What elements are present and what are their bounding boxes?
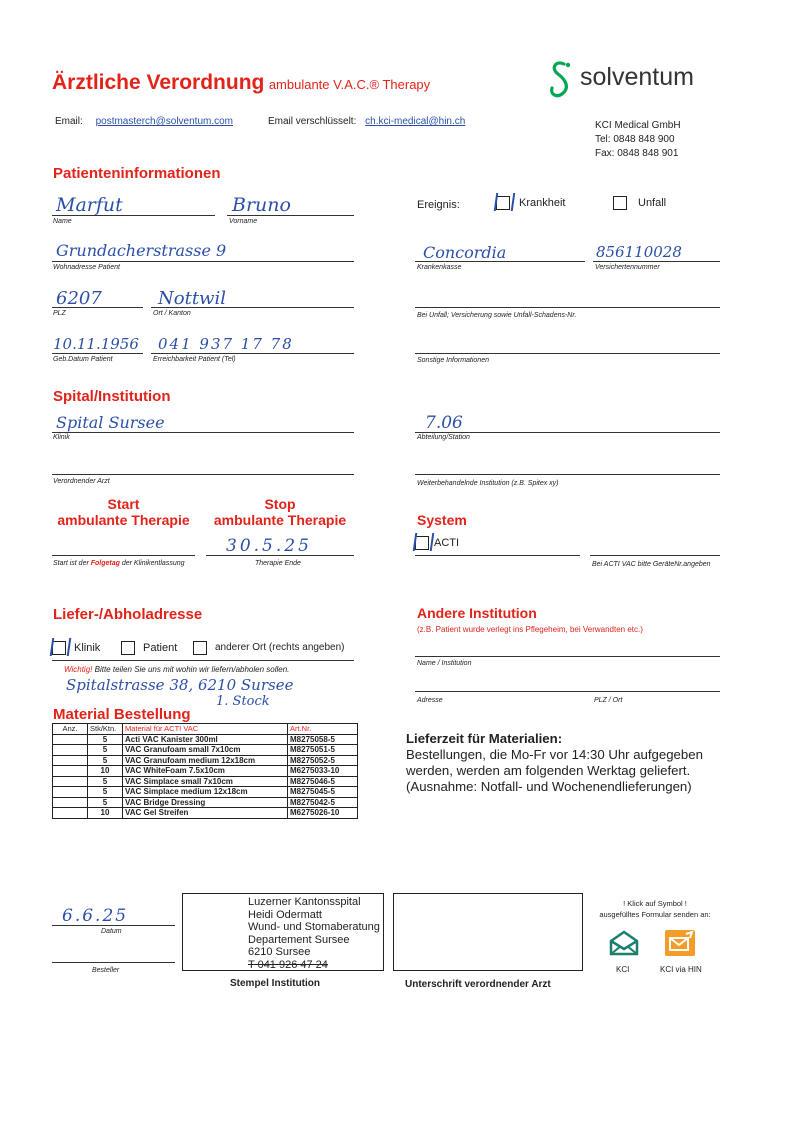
row-desc: VAC Granufoam small 7x10cm	[123, 745, 288, 756]
stamp-line4: Departement Sursee	[248, 933, 350, 946]
patient-plz-value[interactable]: 6207	[56, 288, 102, 309]
stempel-label: Stempel Institution	[230, 978, 320, 989]
lieferung-patient-label: Patient	[143, 642, 178, 654]
email-enc-label: Email verschlüsselt:	[268, 116, 357, 127]
weiter-label: Weiterbehandelnde Institution (z.B. Spitex xy)	[417, 480, 559, 487]
row-desc: VAC Simplace small 7x10cm	[123, 776, 288, 787]
klinik-label: Klinik	[53, 434, 70, 441]
row-anz[interactable]	[53, 766, 88, 777]
kci-label: KCI	[616, 965, 630, 974]
kasse-label: Krankenkasse	[417, 264, 462, 271]
company-tel: Tel: 0848 848 900	[595, 134, 675, 145]
patient-tel-label: Erreichbarkeit Patient (Tel)	[153, 356, 236, 363]
stop-heading	[206, 496, 354, 528]
row-stk: 10	[88, 766, 123, 777]
lieferung-anderer-checkbox[interactable]	[193, 641, 207, 655]
lieferzeit-line3: (Ausnahme: Notfall- und Wochenendlieferungen)	[406, 779, 692, 794]
material-row	[53, 734, 358, 745]
stamp-text	[248, 896, 380, 971]
col-anz: Anz.	[53, 724, 88, 735]
row-desc: VAC Gel Streifen	[123, 808, 288, 819]
delivery-address-line1[interactable]: Spitalstrasse 38, 6210 Sursee	[66, 676, 294, 694]
material-row	[53, 745, 358, 756]
col-stk: Stk/Ktn.	[88, 724, 123, 735]
lieferzeit-line1: Bestellungen, die Mo-Fr vor 14:30 Uhr aufgegeben	[406, 747, 703, 762]
row-desc: VAC Simplace medium 12x18cm	[123, 787, 288, 798]
stamp-line2: Heidi Odermatt	[248, 908, 322, 921]
row-desc: VAC Granufoam medium 12x18cm	[123, 755, 288, 766]
lieferzeit-block	[406, 731, 703, 795]
row-art: M8275051-5	[288, 745, 358, 756]
patient-vorname-value[interactable]: Bruno	[232, 194, 291, 216]
lieferung-patient-checkbox[interactable]	[121, 641, 135, 655]
stamp-line6: T 041 926 47 24	[248, 958, 328, 971]
patient-name-value[interactable]: Marfut	[56, 194, 123, 216]
sonstige-label: Sonstige Informationen	[417, 357, 489, 364]
kasse-value[interactable]: Concordia	[423, 243, 507, 262]
row-anz[interactable]	[53, 755, 88, 766]
row-art: M8275042-5	[288, 797, 358, 808]
geraet-label: Bei ACTI VAC bitte GeräteNr.angeben	[592, 561, 711, 568]
row-art: M8275046-5	[288, 776, 358, 787]
klinik-value[interactable]: Spital Sursee	[56, 413, 165, 432]
company-info	[595, 119, 681, 161]
mail-icon	[609, 930, 639, 956]
arzt-label: Verordnender Arzt	[53, 478, 110, 485]
stamp-line5: 6210 Sursee	[248, 946, 311, 958]
wichtig-note: Wichtig! Bitte teilen Sie uns mit wohin wir liefern/abholen sollen.	[64, 665, 290, 674]
row-art: M8275045-5	[288, 787, 358, 798]
form-title	[52, 71, 430, 95]
patient-heading: Patienteninformationen	[53, 165, 221, 182]
datum-label: Datum	[101, 928, 122, 935]
event-label: Ereignis:	[417, 199, 460, 211]
material-row	[53, 766, 358, 777]
patient-address-label: Wohnadresse Patient	[53, 264, 120, 271]
patient-vorname-label: Vorname	[229, 218, 258, 225]
row-anz[interactable]	[53, 808, 88, 819]
row-desc: VAC WhiteFoam 7.5x10cm	[123, 766, 288, 777]
row-stk: 5	[88, 787, 123, 798]
patient-dob-value[interactable]: 10.11.1956	[53, 335, 139, 353]
krankheit-checkbox[interactable]	[496, 196, 510, 210]
end-date-label: Therapie Ende	[255, 560, 301, 567]
row-art: M6275033-10	[288, 766, 358, 777]
material-row	[53, 797, 358, 808]
company-fax: Fax: 0848 848 901	[595, 148, 679, 159]
material-table	[52, 723, 358, 819]
solventum-logo-icon	[546, 58, 576, 102]
patient-dob-label: Geb.Datum Patient	[53, 356, 113, 363]
lieferzeit-line2: werden, werden am folgenden Werktag geliefert.	[406, 763, 691, 778]
row-anz[interactable]	[53, 745, 88, 756]
abteilung-value[interactable]: 7.06	[425, 413, 463, 433]
andere-note: (z.B. Patient wurde verlegt ins Pflegeheim, bei Verwandten etc.)	[417, 625, 643, 634]
row-desc: Acti VAC Kanister 300ml	[123, 734, 288, 745]
andere-name-label: Name / Institution	[417, 660, 472, 667]
patient-tel-value[interactable]: 041 937 17 78	[158, 335, 294, 353]
start-heading-line1: Start	[107, 496, 140, 512]
send-instructions	[585, 898, 725, 920]
patient-plz-label: PLZ	[53, 310, 66, 317]
start-heading-line2: ambulante Therapie	[57, 512, 190, 528]
lieferung-klinik-checkbox[interactable]	[52, 641, 66, 655]
row-anz[interactable]	[53, 734, 88, 745]
andere-plz-label: PLZ / Ort	[594, 697, 623, 704]
row-stk: 5	[88, 797, 123, 808]
col-material: Material für ACTI VAC	[123, 724, 288, 735]
datum-value[interactable]: 6.6.25	[62, 906, 129, 926]
hin-mail-icon	[665, 930, 695, 956]
col-artnr: Art.Nr.	[288, 724, 358, 735]
material-heading: Material Bestellung	[53, 706, 191, 723]
lieferung-klinik-label: Klinik	[74, 642, 101, 654]
andere-heading: Andere Institution	[417, 605, 537, 621]
klick-line2: ausgefülltes Formular senden an:	[599, 910, 711, 919]
row-anz[interactable]	[53, 797, 88, 808]
row-stk: 5	[88, 776, 123, 787]
email-enc-row	[268, 116, 465, 127]
patient-ort-label: Ort / Kanton	[153, 310, 191, 317]
email-link[interactable]: postmasterch@solventum.com	[95, 116, 233, 127]
row-anz[interactable]	[53, 776, 88, 787]
versnr-value[interactable]: 856110028	[596, 243, 682, 261]
company-name: KCI Medical GmbH	[595, 120, 681, 131]
andere-adresse-label: Adresse	[417, 697, 443, 704]
row-anz[interactable]	[53, 787, 88, 798]
email-enc-link[interactable]: ch.kci-medical@hin.ch	[365, 116, 466, 127]
stamp-line1: Luzerner Kantonsspital	[248, 896, 361, 908]
spital-heading: Spital/Institution	[53, 388, 171, 405]
send-hin-button[interactable]	[665, 930, 695, 956]
delivery-heading: Liefer-/Abholadresse	[53, 606, 203, 623]
hin-label: KCI via HIN	[660, 965, 702, 974]
title-sub: ambulante V.A.C.® Therapy	[268, 77, 431, 92]
start-heading	[52, 496, 195, 528]
system-heading: System	[417, 512, 467, 528]
row-stk: 10	[88, 808, 123, 819]
row-art: M8275058-5	[288, 734, 358, 745]
material-table-header	[53, 724, 358, 735]
email-label: Email:	[55, 116, 83, 127]
end-date-value[interactable]: 30.5.25	[226, 536, 312, 556]
delivery-address-line2[interactable]: 1. Stock	[216, 694, 270, 709]
acti-checkbox[interactable]	[415, 536, 429, 550]
unfall-info-label: Bei Unfall; Versicherung sowie Unfall-Schadens-Nr.	[417, 312, 577, 319]
row-art: M6275026-10	[288, 808, 358, 819]
patient-name-label: Name	[53, 218, 72, 225]
email-row	[55, 116, 233, 127]
row-stk: 5	[88, 734, 123, 745]
material-row	[53, 776, 358, 787]
versnr-label: Versichertennummer	[595, 264, 660, 271]
acti-label: ACTI	[434, 537, 460, 549]
row-art: M8275052-5	[288, 755, 358, 766]
row-stk: 5	[88, 745, 123, 756]
abteilung-label: Abteilung/Station	[417, 434, 470, 441]
stop-heading-line2: ambulante Therapie	[213, 512, 347, 528]
unterschrift-label: Unterschrift verordnender Arzt	[405, 979, 551, 990]
unfall-checkbox[interactable]	[613, 196, 627, 210]
besteller-label: Besteller	[92, 967, 120, 974]
lieferzeit-heading: Lieferzeit für Materialien:	[406, 731, 563, 746]
stamp-line3: Wund- und Stomaberatung	[248, 921, 380, 933]
material-row	[53, 755, 358, 766]
start-note: Start ist der Folgetag der Klinikentlassung	[53, 560, 185, 567]
brand-name: solventum	[580, 63, 694, 91]
lieferung-anderer-label: anderer Ort (rechts angeben)	[215, 642, 345, 653]
title-main: Ärztliche Verordnung	[52, 71, 265, 94]
unterschrift-box[interactable]	[393, 893, 583, 971]
stop-heading-line1: Stop	[264, 496, 296, 512]
row-desc: VAC Bridge Dressing	[123, 797, 288, 808]
patient-address-value[interactable]: Grundacherstrasse 9	[56, 241, 227, 260]
unfall-label: Unfall	[638, 197, 667, 209]
klick-line1: ! Klick auf Symbol !	[623, 899, 687, 908]
material-row	[53, 787, 358, 798]
solventum-logo	[546, 58, 716, 102]
krankheit-label: Krankheit	[519, 197, 566, 209]
material-row	[53, 808, 358, 819]
patient-ort-value[interactable]: Nottwil	[158, 288, 226, 309]
row-stk: 5	[88, 755, 123, 766]
send-kci-button[interactable]	[609, 930, 639, 956]
